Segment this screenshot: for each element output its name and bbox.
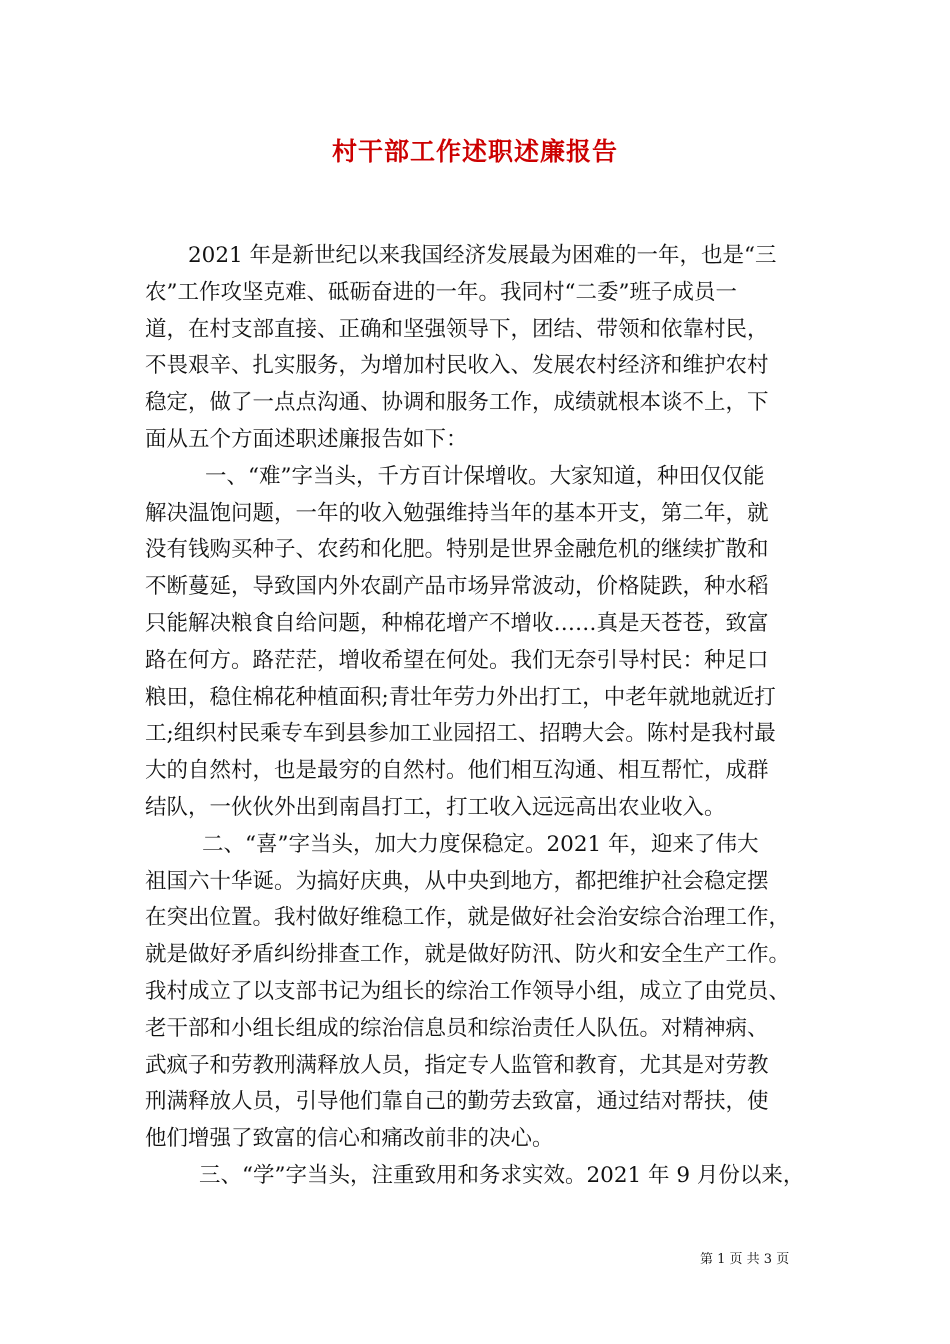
paragraph-line: 在突出位置。我村做好维稳工作，就是做好社会治安综合治理工作， (145, 905, 791, 931)
paragraph-line: 只能解决粮食自给问题，种棉花增产不增收……真是天苍苍，致富 (145, 610, 769, 636)
paragraph-line: 就是做好矛盾纠纷排查工作，就是做好防汛、防火和安全生产工作。 (145, 942, 791, 968)
paragraph-line: 粮田，稳住棉花种植面积;青壮年劳力外出打工，中老年就地就近打 (145, 684, 776, 710)
paragraph-line: 面从五个方面述职述廉报告如下： (145, 426, 468, 452)
paragraph-line: 2021 年是新世纪以来我国经济发展最为困难的一年，也是“三 (188, 243, 777, 268)
paragraph-line: 我村成立了以支部书记为组长的综治工作领导小组，成立了由党员、 (145, 978, 791, 1004)
paragraph-line: 没有钱购买种子、农药和化肥。特别是世界金融危机的继续扩散和 (145, 537, 769, 563)
page-footer: 第 1 页 共 3 页 (700, 1252, 790, 1267)
paragraph-line: 解决温饱问题，一年的收入勉强维持当年的基本开支，第二年，就 (145, 500, 769, 526)
paragraph-line: 不畏艰辛、扎实服务，为增加村民收入、发展农村经济和维护农村 (145, 353, 769, 379)
paragraph-line: 武疯子和劳教刑满释放人员，指定专人监管和教育，尤其是对劳教 (145, 1052, 769, 1078)
paragraph-line: 他们增强了致富的信心和痛改前非的决心。 (145, 1126, 554, 1152)
paragraph-line: 工;组织村民乘专车到县参加工业园招工、招聘大会。陈村是我村最 (145, 721, 776, 747)
paragraph-line: 老干部和小组长组成的综治信息员和综治责任人队伍。对精神病、 (145, 1015, 769, 1041)
paragraph-line: 道，在村支部直接、正确和坚强领导下，团结、带领和依靠村民， (145, 316, 769, 342)
paragraph-line: 一、“难”字当头，千方百计保增收。大家知道，种田仅仅能 (205, 463, 765, 489)
paragraph-line: 稳定，做了一点点沟通、协调和服务工作，成绩就根本谈不上，下 (145, 390, 769, 416)
paragraph-line: 三、“学”字当头，注重致用和务求实效。2021 年 9 月份以来， (199, 1162, 805, 1188)
paragraph-line: 路在何方。路茫茫，增收希望在何处。我们无奈引导村民：种足口 (145, 647, 769, 673)
paragraph-line: 结队，一伙伙外出到南昌打工，打工收入远远高出农业收入。 (145, 794, 726, 820)
document-body (145, 238, 810, 1195)
paragraph-section-3 (145, 1158, 810, 1195)
paragraph-line: 祖国六十华诞。为搞好庆典，从中央到地方，都把维护社会稳定摆 (145, 868, 769, 894)
paragraph-section-2 (145, 827, 810, 1158)
paragraph-line: 二、“喜”字当头，加大力度保稳定。2021 年，迎来了伟大 (202, 831, 759, 857)
paragraph-line: 不断蔓延，导致国内外农副产品市场异常波动，价格陡跌，种水稻 (145, 574, 769, 600)
paragraph-line: 大的自然村，也是最穷的自然村。他们相互沟通、相互帮忙，成群 (145, 758, 769, 784)
paragraph-section-1 (145, 459, 810, 827)
paragraph-line: 农”工作攻坚克难、砥砺奋进的一年。我同村“二委”班子成员一 (145, 279, 737, 305)
document-title: 村干部工作述职述廉报告 (331, 137, 618, 166)
paragraph-intro (145, 238, 810, 459)
paragraph-line: 刑满释放人员，引导他们靠自己的勤劳去致富，通过结对帮扶，使 (145, 1089, 769, 1115)
